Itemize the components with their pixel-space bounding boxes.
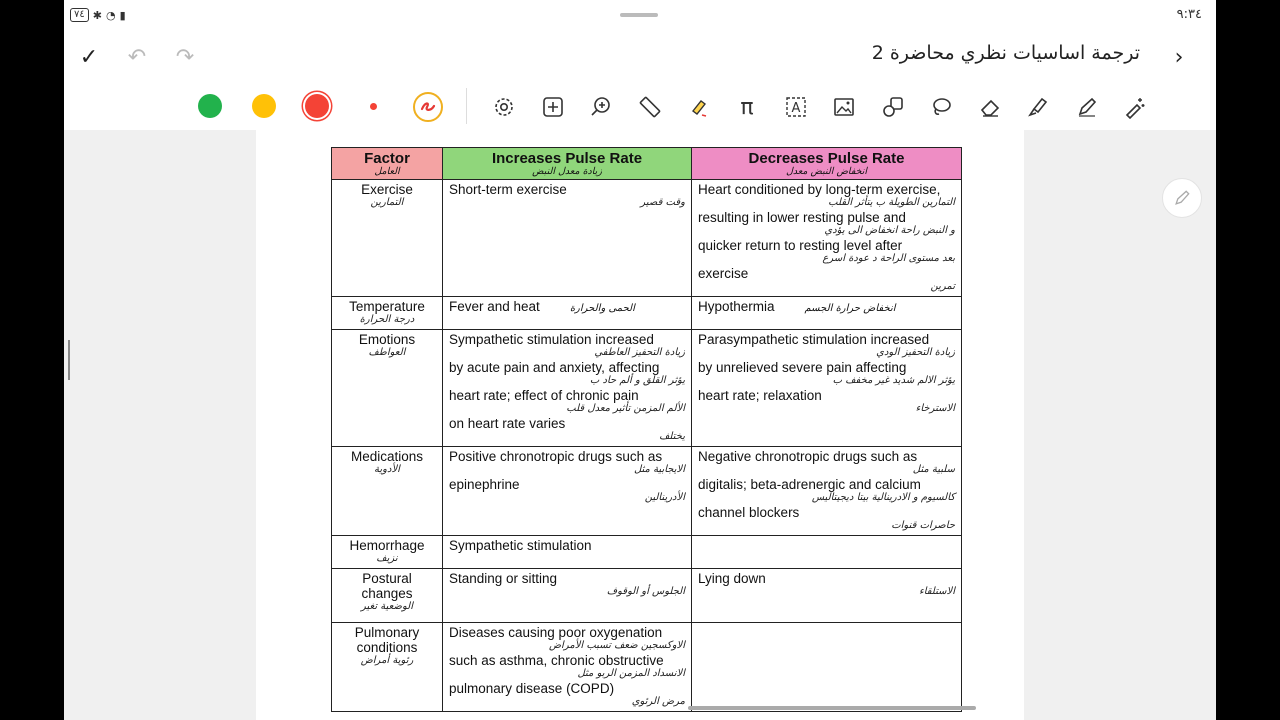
pen-icon[interactable] <box>1072 92 1102 122</box>
cell-text: Fever and heat <box>449 299 540 314</box>
table-row <box>332 447 962 536</box>
cell-text-line <box>698 210 955 225</box>
pi-icon[interactable]: π <box>740 94 754 120</box>
cell-text-line <box>449 360 685 375</box>
table-header-row <box>332 148 962 180</box>
cell-text-line <box>698 360 955 375</box>
cell-text: by unrelieved severe pain affecting <box>698 360 907 375</box>
left-black-bar <box>0 0 64 720</box>
increase-header-label: Increases Pulse Rate <box>491 150 643 167</box>
translation-note: يؤثر القلق و ألم حاد ب <box>589 375 685 386</box>
cell-text: exercise <box>698 266 749 281</box>
cell-text: on heart rate varies <box>449 416 566 431</box>
translation-inline-note: الحمى والحرارة <box>569 303 635 314</box>
cell-text-line <box>449 681 685 696</box>
decrease-header <box>692 148 962 180</box>
table-row <box>332 623 962 712</box>
cell-text: by acute pain and anxiety, affecting <box>449 360 660 375</box>
factor-cell <box>332 536 443 569</box>
translation-note: الانسداد المزمن الربو مثل <box>577 668 685 679</box>
factor-label: Hemorrhage <box>349 538 425 553</box>
cell-text-line <box>449 625 685 640</box>
factor-label: Emotions <box>358 332 416 347</box>
table-row <box>332 536 962 569</box>
factor-label: Exercise <box>361 182 413 197</box>
document-title[interactable]: ترجمة اساسيات نظري محاضرة 2 <box>871 42 1140 64</box>
factor-header-note: العامل <box>374 166 400 177</box>
decrease-cell <box>692 180 962 297</box>
undo-icon[interactable]: ↶ <box>127 44 147 70</box>
cell-text: pulmonary disease (COPD) <box>449 681 615 696</box>
cell-text-line <box>698 266 955 281</box>
ruler-icon[interactable] <box>635 92 665 122</box>
increase-cell <box>443 536 692 569</box>
increase-cell <box>443 569 692 623</box>
factor-header-label: Factor <box>364 150 410 167</box>
cell-text: quicker return to resting level after <box>698 238 903 253</box>
cell-text-line <box>698 299 955 316</box>
cell-text-line <box>698 182 955 197</box>
color-yellow-swatch[interactable] <box>252 94 276 118</box>
factor-note: درجة الحرارة <box>359 314 415 325</box>
cell-text-line <box>698 477 955 492</box>
floating-pen-button[interactable] <box>1162 178 1202 218</box>
magic-pen-icon[interactable] <box>1120 92 1150 122</box>
translation-note: وقت قصير <box>640 197 685 208</box>
table-row <box>332 330 962 447</box>
increase-cell <box>443 447 692 536</box>
translation-note: كالسيوم و الادرينالية بيتا ديجيتاليس <box>811 492 955 503</box>
decrease-cell <box>692 536 962 569</box>
translation-note: الاسترخاء <box>915 403 955 414</box>
cell-text: digitalis; beta-adrenergic and calcium <box>698 477 921 492</box>
cell-text: Diseases causing poor oxygenation <box>449 625 663 640</box>
translation-note: الاستلقاء <box>919 586 955 597</box>
chevron-right-icon[interactable]: › <box>1174 44 1184 70</box>
color-red-swatch[interactable] <box>305 94 329 118</box>
check-icon[interactable]: ✓ <box>79 44 99 70</box>
squiggle-icon <box>415 94 441 120</box>
table-row <box>332 297 962 330</box>
cell-text: Sympathetic stimulation <box>449 538 592 553</box>
cell-text: Negative chronotropic drugs such as <box>698 449 918 464</box>
factor-label: Pulmonary conditions <box>354 625 420 655</box>
cell-text-line <box>449 416 685 431</box>
translation-note: يختلف <box>659 431 685 442</box>
translation-note: يؤثر الالم شديد غير مخفف ب <box>832 375 955 386</box>
factor-note: التمارين <box>370 197 404 208</box>
table-row <box>332 569 962 623</box>
cell-text-line <box>698 449 955 464</box>
battery-icon: ٧٤ <box>70 8 89 22</box>
zoom-in-icon[interactable] <box>586 92 616 122</box>
cell-text: Parasympathetic stimulation increased <box>698 332 930 347</box>
note-page[interactable] <box>256 130 1024 720</box>
drawing-toolbar <box>64 84 1216 130</box>
translation-note: زيادة التحفيز الودي <box>876 347 955 358</box>
decrease-cell <box>692 623 962 712</box>
cell-text: channel blockers <box>698 505 800 520</box>
translation-note: الجلوس أو الوقوف <box>606 586 685 597</box>
cell-text-line <box>449 477 685 492</box>
factor-note: رئوية أمراض <box>360 655 414 666</box>
signal-icon: ▮ <box>119 8 126 22</box>
cell-text: Positive chronotropic drugs such as <box>449 449 663 464</box>
cell-text: Short-term exercise <box>449 182 567 197</box>
translation-note: الأدرينالين <box>644 492 685 503</box>
translation-note: و النبض راحة انخفاض الى يؤدي <box>824 225 955 236</box>
translation-note: زيادة التحفيز العاطفي <box>594 347 685 358</box>
cell-text-line <box>698 571 955 586</box>
wifi-icon: ◔ <box>105 8 116 22</box>
cell-text-line <box>449 299 685 316</box>
increase-header-note: زيادة معدل النبض <box>532 166 602 177</box>
cell-text-line <box>449 571 685 586</box>
decrease-cell <box>692 569 962 623</box>
svg-text:A: A <box>791 101 801 116</box>
increase-header <box>443 148 692 180</box>
marker-icon[interactable] <box>1023 92 1053 122</box>
status-bar <box>64 0 1216 30</box>
cell-text-line <box>698 505 955 520</box>
factor-note: الوضعية تغير <box>360 601 413 612</box>
bluetooth-icon: ✱ <box>92 8 102 22</box>
table-body <box>332 180 962 712</box>
left-edge-handle[interactable] <box>68 340 70 380</box>
stroke-dot-icon <box>370 103 377 110</box>
pulse-rate-table <box>331 147 962 712</box>
cell-text: Sympathetic stimulation increased <box>449 332 654 347</box>
toolbar-divider <box>466 88 467 124</box>
increase-cell <box>443 330 692 447</box>
cell-text-line <box>449 538 685 553</box>
factor-note: العواطف <box>368 347 406 358</box>
title-bar <box>64 30 1216 84</box>
translation-note: الايجابية مثل <box>633 464 685 475</box>
redo-icon[interactable]: ↷ <box>175 44 195 70</box>
lasso-icon[interactable] <box>926 92 956 122</box>
factor-cell <box>332 447 443 536</box>
cell-text: Hypothermia <box>698 299 775 314</box>
cell-text: epinephrine <box>449 477 520 492</box>
notebook-canvas[interactable] <box>64 130 1216 720</box>
decrease-cell <box>692 297 962 330</box>
translation-note: بعد مستوى الراحة د عودة اسرع <box>822 253 955 264</box>
cell-text-line <box>449 332 685 347</box>
factor-note: الأدوية <box>374 464 400 475</box>
factor-cell <box>332 623 443 712</box>
cell-text: heart rate; relaxation <box>698 388 822 403</box>
cell-text-line <box>698 238 955 253</box>
shapes-icon[interactable] <box>878 92 908 122</box>
increase-cell <box>443 180 692 297</box>
factor-header <box>332 148 443 180</box>
cell-text: resulting in lower resting pulse and <box>698 210 906 225</box>
right-black-bar <box>1216 0 1280 720</box>
factor-note: نزيف <box>376 553 398 564</box>
translation-note: سلبية مثل <box>912 464 955 475</box>
decrease-cell <box>692 330 962 447</box>
highlighter-icon[interactable] <box>684 92 714 122</box>
cell-text-line <box>698 332 955 347</box>
cell-text: Heart conditioned by long-term exercise, <box>698 182 941 197</box>
drag-handle[interactable] <box>620 13 658 17</box>
factor-cell <box>332 297 443 330</box>
increase-cell <box>443 623 692 712</box>
factor-label: Temperature <box>349 299 425 314</box>
cell-text: Lying down <box>698 571 766 586</box>
settings-icon[interactable] <box>489 92 519 122</box>
translation-note: حاصرات قنوات <box>891 520 955 531</box>
decrease-header-note: انخفاض النبض معدل <box>785 166 868 177</box>
eraser-icon[interactable] <box>975 92 1005 122</box>
cell-text-line <box>449 653 685 668</box>
decrease-cell <box>692 447 962 536</box>
pencil-icon <box>1172 188 1192 208</box>
cell-text-line <box>449 449 685 464</box>
horizontal-scroll-indicator[interactable] <box>688 706 976 710</box>
decrease-header-label: Decreases Pulse Rate <box>748 150 905 167</box>
cell-text: such as asthma, chronic obstructive <box>449 653 664 668</box>
cell-text: Standing or sitting <box>449 571 558 586</box>
factor-cell <box>332 569 443 623</box>
cell-text-line <box>449 388 685 403</box>
factor-cell <box>332 330 443 447</box>
table-row <box>332 180 962 297</box>
text-box-icon[interactable] <box>781 92 811 122</box>
cell-text-line <box>698 388 955 403</box>
translation-inline-note: انخفاض حرارة الجسم <box>804 303 896 314</box>
cell-text-line <box>449 182 685 197</box>
translation-note: التمارين الطويلة ب يتأثر القلب <box>828 197 955 208</box>
translation-note: الألم المزمن تأثير معدل قلب <box>566 403 685 414</box>
clock: ٩:٣٤ <box>1176 7 1202 22</box>
translation-note: تمرين <box>930 281 955 292</box>
factor-label: Postural changes <box>361 571 413 601</box>
note-app <box>64 0 1216 720</box>
factor-label: Medications <box>350 449 424 464</box>
status-icons <box>70 8 126 22</box>
increase-cell <box>443 297 692 330</box>
color-green-swatch[interactable] <box>198 94 222 118</box>
image-icon[interactable] <box>829 92 859 122</box>
pen-style-button[interactable] <box>413 92 443 122</box>
translation-note: مرض الرئوي <box>631 696 685 707</box>
factor-cell <box>332 180 443 297</box>
add-page-icon[interactable] <box>538 92 568 122</box>
stroke-size-button[interactable] <box>361 94 385 118</box>
cell-text: heart rate; effect of chronic pain <box>449 388 639 403</box>
translation-note: الاوكسجين ضعف تسبب الأمراض <box>548 640 685 651</box>
